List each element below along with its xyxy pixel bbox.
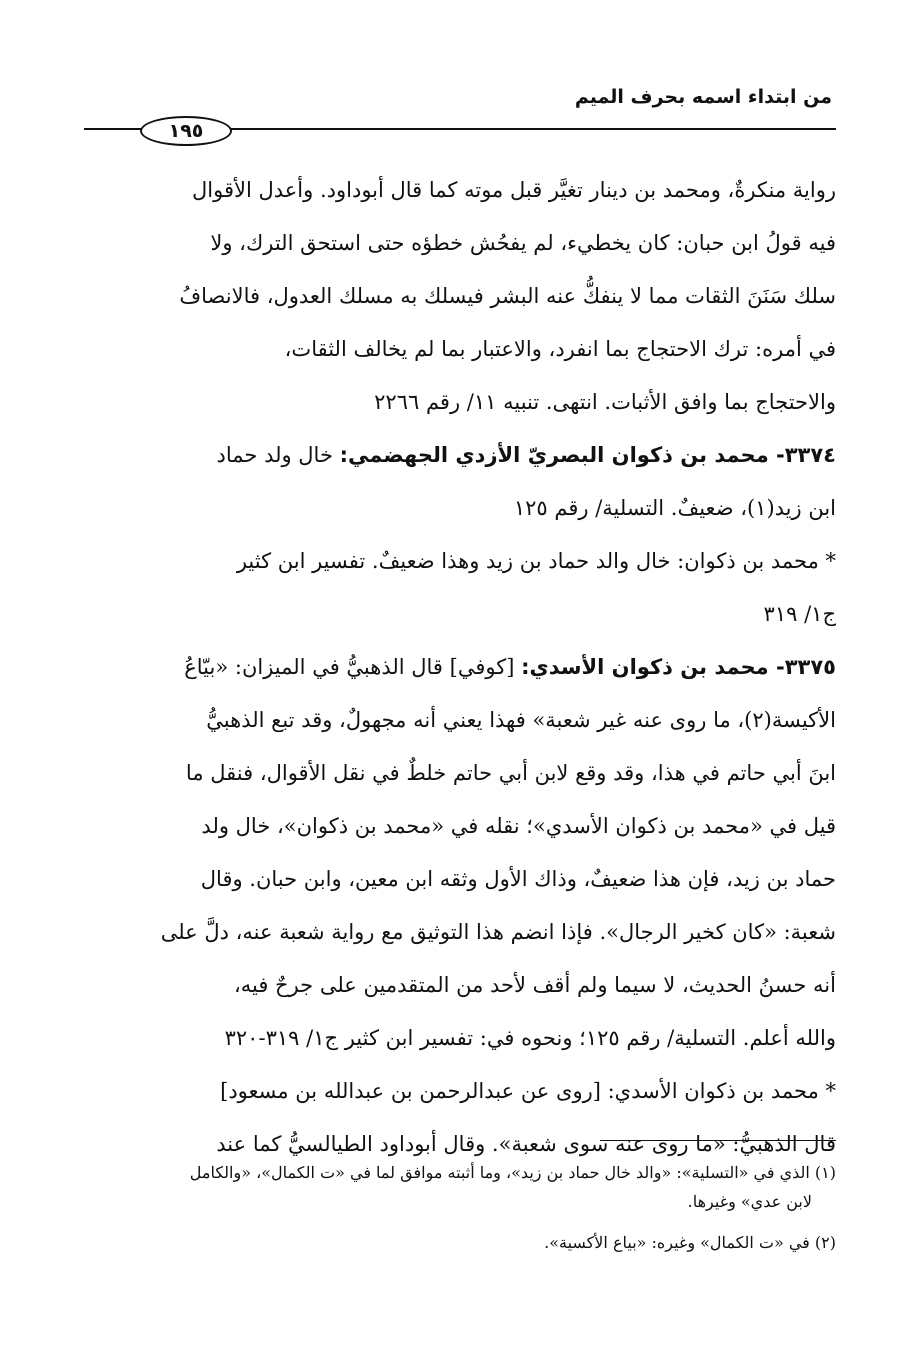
entry-text: [كوفي] قال الذهبيُّ في الميزان: «بيّاعُ bbox=[184, 655, 522, 679]
text-line: والله أعلم. التسلية/ رقم ١٢٥؛ ونحوه في: تفسير ابن كثير ج١/ ٣١٩-٣٢٠ bbox=[224, 1026, 836, 1050]
text-line: قيل في «محمد بن ذكوان الأسدي»؛ نقله في «محمد بن ذكوان»، خال ولد bbox=[201, 814, 836, 838]
text-line: ابنَ أبي حاتم في هذا، وقد وقع لابن أبي حاتم خلطٌ في نقل الأقوال، فنقل ما bbox=[185, 761, 836, 785]
text-line: أنه حسنُ الحديث، لا سيما ولم أقف لأحد من المتقدمين على جرحٌ فيه، bbox=[233, 973, 836, 997]
text-line: ج١/ ٣١٩ bbox=[763, 602, 836, 626]
entry-text: خال ولد حماد bbox=[216, 443, 340, 467]
text-line: ابن زيد(١)، ضعيفٌ. التسلية/ رقم ١٢٥ bbox=[513, 496, 836, 520]
text-line: فيه قولُ ابن حبان: كان يخطيء، لم يفحُش خطؤه حتى استحق الترك، ولا bbox=[210, 231, 836, 255]
footnote-1-continued: لابن عدي» وغيرها. bbox=[687, 1192, 812, 1211]
page-number: ١٩٥ bbox=[140, 116, 232, 146]
text-line: الأكيسة(٢)، ما روى عنه غير شعبة» فهذا يعني أنه مجهولٌ، وقد تبع الذهبيُّ bbox=[206, 708, 836, 732]
footnotes bbox=[80, 1158, 836, 1257]
entry-3374-line bbox=[78, 429, 836, 482]
text-line: * محمد بن ذكوان: خال والد حماد بن زيد وهذا ضعيفٌ. تفسير ابن كثير bbox=[236, 549, 836, 573]
running-title: من ابتداء اسمه بحرف الميم bbox=[574, 86, 832, 108]
text-line: في أمره: ترك الاحتجاج بما انفرد، والاعتبار بما لم يخالف الثقات، bbox=[284, 337, 836, 361]
main-text bbox=[78, 164, 836, 1171]
text-line: شعبة: «كان كخير الرجال». فإذا انضم هذا التوثيق مع رواية شعبة عنه، دلَّ على bbox=[160, 920, 836, 944]
text-line: حماد بن زيد، فإن هذا ضعيفٌ، وذاك الأول وثقه ابن معين، وابن حبان. وقال bbox=[200, 867, 836, 891]
entry-heading: ٣٣٧٥- محمد بن ذكوان الأسدي: bbox=[521, 655, 836, 679]
footnote-1: (١) الذي في «التسلية»: «والد خال حماد بن زيد»، وما أثبته موافق لما في «ت الكمال»، «والكامل bbox=[189, 1163, 836, 1182]
footnote-rule bbox=[600, 1140, 836, 1141]
footnote-2: (٢) في «ت الكمال» وغيره: «بياع الأكسية». bbox=[544, 1233, 836, 1252]
text-line: * محمد بن ذكوان الأسدي: [روى عن عبدالرحمن بن عبدالله بن مسعود] bbox=[220, 1079, 836, 1103]
entry-3375-line bbox=[78, 641, 836, 694]
text-line: سلك سَنَنَ الثقات مما لا ينفكُّ عنه البشر فيسلك به مسلك العدول، فالانصافُ bbox=[179, 284, 836, 308]
text-line: قال الذهبيُّ: «ما روى عنه سوى شعبة». وقال أبوداود الطيالسيُّ كما عند bbox=[216, 1132, 836, 1156]
entry-heading: ٣٣٧٤- محمد بن ذكوان البصريّ الأزدي الجهضمي: bbox=[339, 443, 836, 467]
text-line: رواية منكرةٌ، ومحمد بن دينار تغيَّر قبل موته كما قال أبوداود. وأعدل الأقوال bbox=[192, 178, 836, 202]
text-line: والاحتجاج بما وافق الأثبات. انتهى. تنبيه ١١/ رقم ٢٢٦٦ bbox=[374, 390, 836, 414]
